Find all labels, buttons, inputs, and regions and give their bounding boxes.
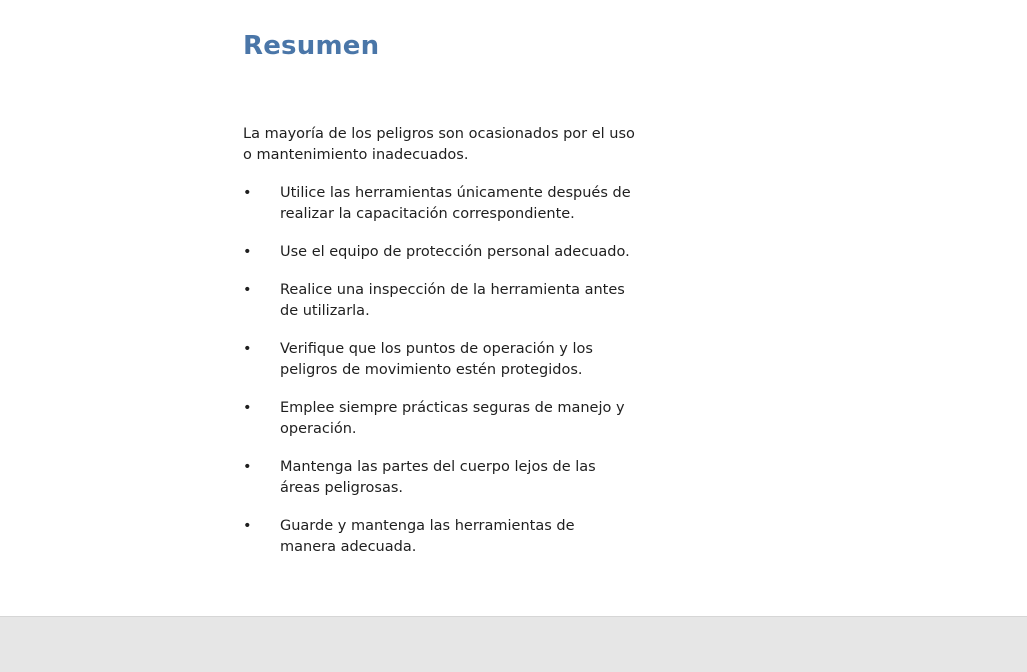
slide-content (243, 124, 643, 575)
list-item (243, 457, 632, 499)
list-item-text: Verifique que los puntos de operación y los peligros de movimiento estén protegidos. (280, 341, 593, 378)
list-item-text: Emplee siempre prácticas seguras de manejo y operación. (280, 400, 625, 437)
bullet-icon: • (243, 459, 252, 475)
page-title: Resumen (243, 31, 380, 61)
list-item (243, 516, 632, 558)
list-item (243, 280, 632, 322)
bullet-list (243, 183, 643, 558)
bullet-icon: • (243, 244, 252, 260)
list-item-text: Guarde y mantenga las herramientas de manera adecuada. (280, 518, 575, 555)
bullet-icon: • (243, 185, 252, 201)
bullet-icon: • (243, 341, 252, 357)
list-item (243, 183, 632, 225)
bullet-icon: • (243, 400, 252, 416)
list-item-text: Use el equipo de protección personal adecuado. (280, 244, 630, 260)
bullet-icon: • (243, 282, 252, 298)
footer-bar (0, 616, 1027, 672)
list-item-text: Utilice las herramientas únicamente después de realizar la capacitación correspondiente. (280, 185, 631, 222)
list-item (243, 339, 632, 381)
list-item-text: Mantenga las partes del cuerpo lejos de las áreas peligrosas. (280, 459, 596, 496)
bullet-icon: • (243, 518, 252, 534)
list-item (243, 242, 632, 263)
list-item-text: Realice una inspección de la herramienta antes de utilizarla. (280, 282, 625, 319)
intro-paragraph: La mayoría de los peligros son ocasionados por el uso o mantenimiento inadecuados. (243, 126, 635, 163)
list-item (243, 398, 632, 440)
